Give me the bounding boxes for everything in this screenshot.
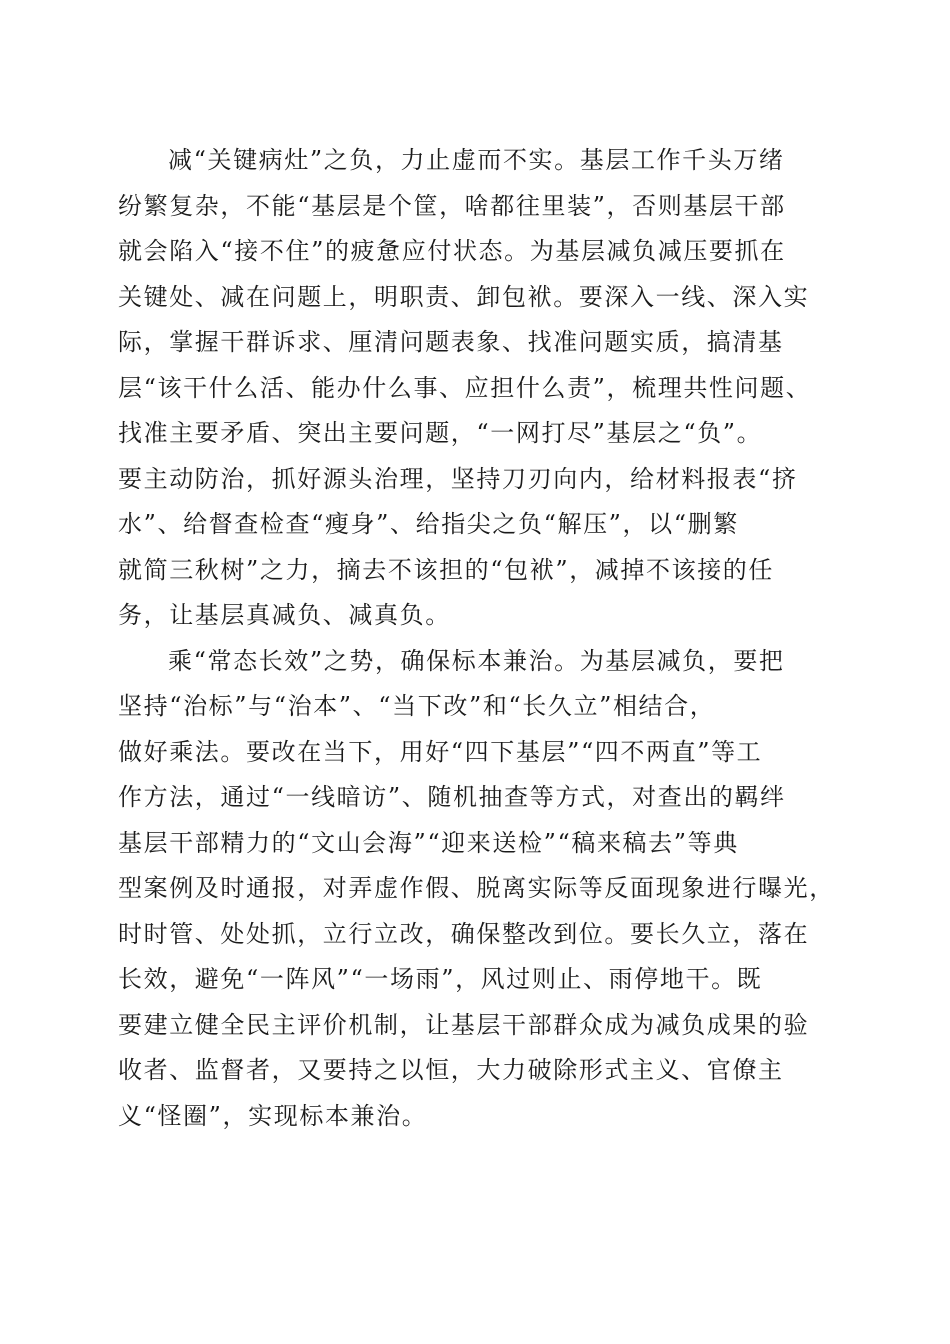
- text-line: 型案例及时通报，对弄虚作假、脱离实际等反面现象进行曝光，: [118, 874, 835, 902]
- text-line: 作方法，通过“一线暗访”、随机抽查等方式，对查出的羁绊: [118, 783, 786, 811]
- text-line: 找准主要矛盾、突出主要问题，“一网打尽”基层之“负”。: [118, 419, 763, 447]
- text-line: 纷繁复杂，不能“基层是个筐，啥都往里装”，否则基层干部: [118, 191, 786, 220]
- paragraph-long-term: [118, 639, 838, 1140]
- text-line: 收者、监督者，又要持之以恒，大力破除形式主义、官僚主: [118, 1056, 784, 1084]
- text-line: 时时管、处处抓，立行立改，确保整改到位。要长久立，落在: [118, 919, 810, 948]
- paragraph-reduce-burden: [118, 138, 838, 639]
- text-line: 基层干部精力的“文山会海”“迎来送检”“稿来稿去”等典: [118, 828, 739, 857]
- text-line: 层“该干什么活、能办什么事、应担什么责”，梳理共性问题、: [118, 373, 812, 402]
- document-body: [118, 138, 838, 1139]
- text-line: 做好乘法。要改在当下，用好“四下基层”“四不两直”等工: [118, 737, 763, 766]
- text-line: 就会陷入“接不住”的疲惫应付状态。为基层减负减压要抓在: [118, 237, 786, 265]
- text-line: 减“关键病灶”之负，力止虚而不实。基层工作千头万绪: [168, 146, 785, 174]
- text-line: 就简三秋树”之力，摘去不该担的“包袱”，减掉不该接的任: [118, 555, 775, 584]
- text-line: 务，让基层真减负、减真负。: [118, 601, 451, 629]
- text-line: 要建立健全民主评价机制，让基层干部群众成为减负成果的验: [118, 1010, 810, 1039]
- text-line: 坚持“治标”与“治本”、“当下改”和“长久立”相结合，: [118, 692, 716, 720]
- text-line: 关键处、减在问题上，明职责、卸包袱。要深入一线、深入实: [118, 282, 810, 311]
- text-line: 义“怪圈”，实现标本兼治。: [118, 1101, 428, 1130]
- text-line: 长效，避免“一阵风”“一场雨”，风过则止、雨停地干。既: [118, 965, 763, 993]
- text-line: 际，掌握干群诉求、厘清问题表象、找准问题实质，搞清基: [118, 328, 784, 356]
- text-line: 要主动防治，抓好源头治理，坚持刀刃向内，给材料报表“挤: [118, 464, 798, 493]
- text-line: 水”、给督查检查“瘦身”、给指尖之负“解压”，以“删繁: [118, 510, 739, 538]
- text-line: 乘“常态长效”之势，确保标本兼治。为基层减负，要把: [168, 646, 785, 675]
